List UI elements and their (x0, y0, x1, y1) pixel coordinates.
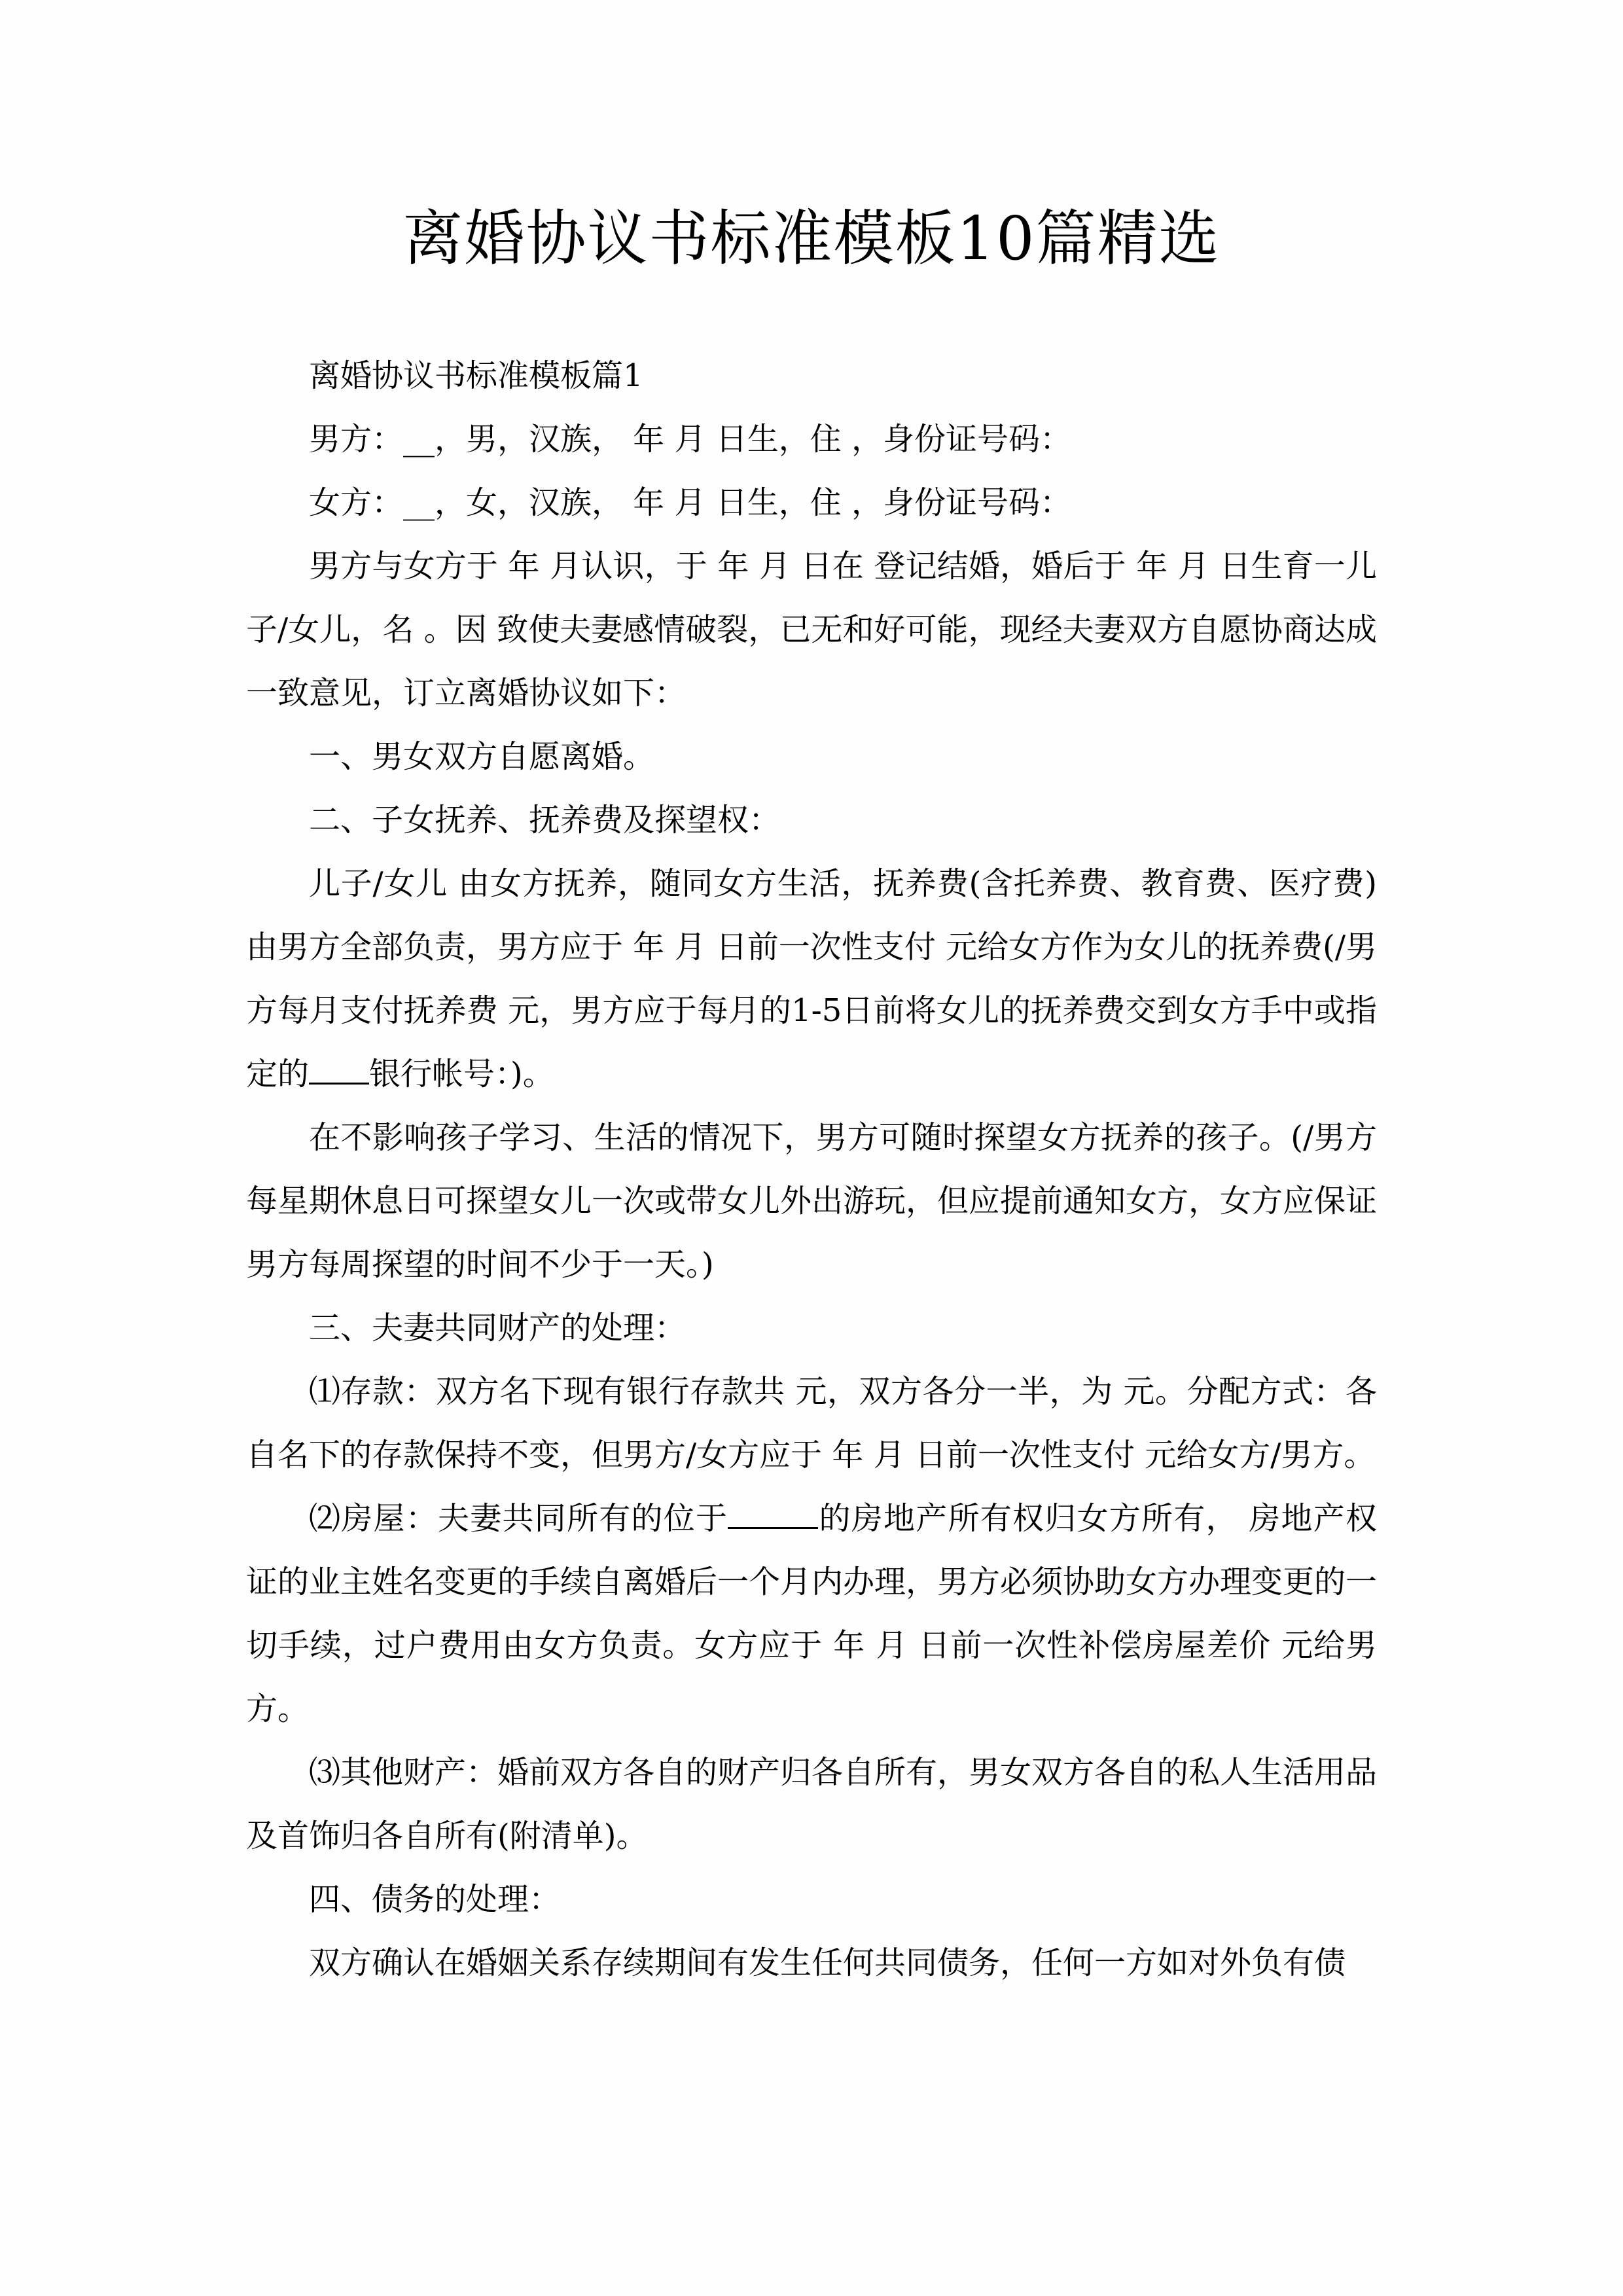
paragraph-male-party: 男方：__，男，汉族， 年 月 日生，住 ，身份证号码： (309, 421, 1072, 457)
clause-4-heading: 四、债务的处理： (309, 1881, 561, 1918)
child-support-tail: 银行帐号：)。 (369, 1056, 554, 1092)
document-title: 离婚协议书标准模板10篇精选 (402, 204, 1221, 274)
paragraph-savings: ⑴存款：双方名下现有银行存款共 元，双方各分一半，为 元。分配方式：各自名下的存款保持不变，但男方/女方应于 年 月 日前一次性支付 元给女方/男方。 (246, 1373, 1377, 1473)
paragraph-marriage-background: 男方与女方于 年 月认识，于 年 月 日在 登记结婚，婚后于 年 月 日生育一儿子/女儿，名 。因 致使夫妻感情破裂，已无和好可能，现经夫妻双方自愿协商达成一致意见，订立离婚协议如下： (246, 548, 1377, 711)
clause-2-heading: 二、子女抚养、抚养费及探望权： (309, 802, 781, 838)
address-blank-line (728, 1501, 818, 1529)
child-support-text: 儿子/女儿 由女方抚养，随同女方生活，抚养费(含托养费、教育费、医疗费)由男方全部负责，男方应于 年 月 日前一次性支付 元给女方作为女儿的抚养费(/男方每月支付抚养费 元，男方应于每月的1-5日前将女儿的抚养费交到女方手中或指定的 (246, 865, 1377, 1092)
paragraph-other-property: ⑶其他财产：婚前双方各自的财产归各自所有，男女双方各自的私人生活用品及首饰归各自所有(附清单)。 (246, 1754, 1378, 1854)
house-text: ⑵房屋：夫妻共同所有的位于 (309, 1500, 728, 1537)
paragraph-female-party: 女方：__，女，汉族， 年 月 日生，住 ，身份证号码： (309, 484, 1072, 521)
paragraph-child-support (246, 852, 1377, 1106)
section-heading: 离婚协议书标准模板篇1 (309, 357, 643, 394)
paragraph-visitation: 在不影响孩子学习、生活的情况下，男方可随时探望女方抚养的孩子。(/男方每星期休息日可探望女儿一次或带女儿外出游玩，但应提前通知女方，女方应保证男方每周探望的时间不少于一天。) (246, 1119, 1378, 1283)
house-tail: 的房地产所有权归女方所有， 房地产权证的业主姓名变更的手续自离婚后一个月内办理，男方必须协助女方办理变更的一切手续，过户费用由女方负责。女方应于 年 月 日前一次性补偿房屋差价 元给男方。 (246, 1500, 1378, 1727)
document-body (246, 344, 1377, 1995)
clause-1-divorce: 一、男女双方自愿离婚。 (309, 738, 655, 775)
paragraph-house (246, 1487, 1377, 1741)
clause-3-heading: 三、夫妻共同财产的处理： (309, 1310, 687, 1346)
bank-blank-line (309, 1056, 369, 1085)
paragraph-debts: 双方确认在婚姻关系存续期间有发生任何共同债务，任何一方如对外负有债 (309, 1945, 1346, 1981)
